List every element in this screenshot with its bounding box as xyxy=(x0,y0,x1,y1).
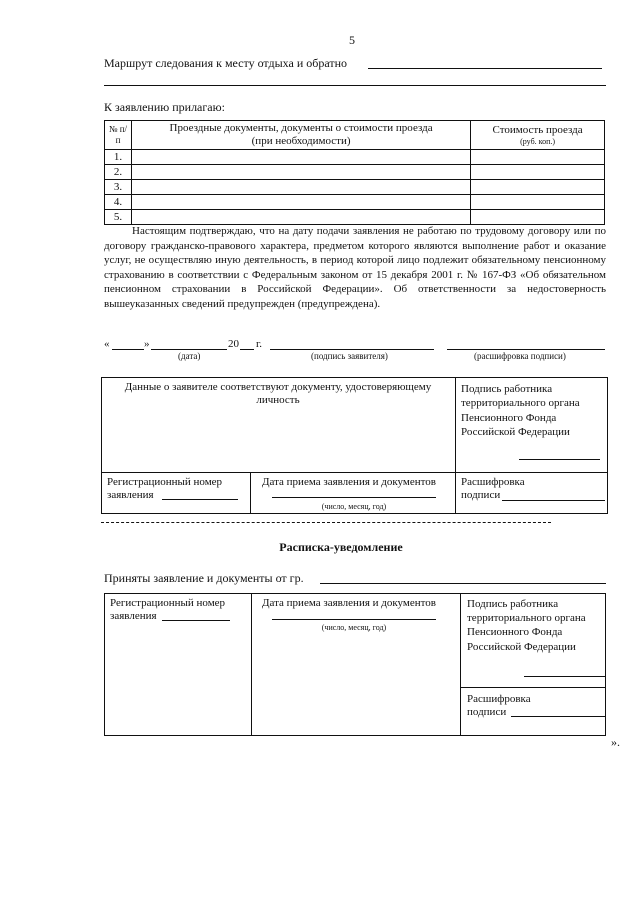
table-row xyxy=(105,195,605,210)
docs-cell[interactable] xyxy=(131,165,470,180)
date-close-quote: » xyxy=(144,338,150,350)
attachments-table xyxy=(104,120,605,225)
column-header-cost xyxy=(471,121,605,150)
receipt-divider-v1 xyxy=(251,593,252,736)
docs-cell[interactable] xyxy=(131,210,470,225)
accepted-from-label: Приняты заявление и документы от гр. xyxy=(104,571,304,585)
table-row xyxy=(105,210,605,225)
decode-label: Расшифровка подписи xyxy=(461,476,525,501)
date-month-field[interactable] xyxy=(151,349,227,350)
receipt-date-label: Дата приема заявления и документов xyxy=(262,597,437,609)
verification-divider-v2 xyxy=(250,472,251,514)
table-row xyxy=(105,180,605,195)
data-match-text: Данные о заявителе соответствуют документу, удостоверяющему личность xyxy=(124,381,432,406)
column-header-docs xyxy=(131,121,470,150)
decode-field[interactable] xyxy=(502,500,605,501)
date-note: (число, месяц, год) xyxy=(321,502,387,511)
column-header-cost-note: (руб. коп.) xyxy=(520,136,556,146)
route-label: Маршрут следования к месту отдыха и обратно xyxy=(104,56,348,70)
docs-cell[interactable] xyxy=(131,150,470,165)
receipt-decode-label: Расшифровка подписи xyxy=(467,693,531,718)
docs-cell[interactable] xyxy=(131,180,470,195)
table-row xyxy=(105,150,605,165)
row-number: 3. xyxy=(105,180,132,195)
receipt-reg-number-field[interactable] xyxy=(162,620,230,621)
receipt-divider-v2 xyxy=(460,593,461,736)
table-row xyxy=(105,165,605,180)
row-number: 2. xyxy=(105,165,132,180)
date-year-field[interactable] xyxy=(240,349,254,350)
docs-cell[interactable] xyxy=(131,195,470,210)
confirmation-text: Настоящим подтверждаю, что на дату подачи заявления не работаю по трудовому договору или по договору гражданско-правового характера, предметом которого являются выполнение работ и оказание услуг, не осуществляю иную деятельность, в период которой лицо подлежит обязательному пенсионному страхованию в соответствии с Федеральным законом от 15 декабря 2001 г. № 167-ФЗ «Об обязательном пенсионном страховании в Российской Федерации». Об ответственности за недостоверность вышеуказанных сведений предупрежден (предупреждена). xyxy=(104,225,606,310)
reg-number-label: Регистрационный номер заявления xyxy=(107,476,223,501)
receipt-date-label: Дата приема заявления и документов xyxy=(262,476,437,488)
year-prefix: 20 xyxy=(228,338,239,350)
pfr-signature-field[interactable] xyxy=(519,459,600,460)
route-field-line[interactable] xyxy=(368,68,602,69)
receipt-divider-h xyxy=(460,687,606,688)
route-field-line-2[interactable] xyxy=(104,85,606,86)
cost-cell[interactable] xyxy=(471,180,605,195)
reg-number-field[interactable] xyxy=(162,499,238,500)
year-suffix: г. xyxy=(256,338,263,350)
signature-decode-field[interactable] xyxy=(447,349,605,350)
date-open-quote: « xyxy=(104,338,110,350)
pfr-sign-text: Подпись работника территориального органа Пенсионного Фонда Российской Федерации xyxy=(461,383,580,438)
page-number: 5 xyxy=(349,33,355,47)
receipt-date-field[interactable] xyxy=(272,497,436,498)
cost-cell[interactable] xyxy=(471,210,605,225)
receipt-title: Расписка-уведомление xyxy=(279,540,403,554)
row-number: 1. xyxy=(105,150,132,165)
accepted-from-field[interactable] xyxy=(320,583,606,584)
column-header-docs-note: (при необходимости) xyxy=(251,135,351,147)
column-header-docs-title: Проездные документы, документы о стоимости проезда xyxy=(169,122,433,134)
column-header-num: № п/п xyxy=(105,121,132,150)
cost-cell[interactable] xyxy=(471,165,605,180)
receipt-pfr-signature-field[interactable] xyxy=(524,676,605,677)
receipt-pfr-sign-text: Подпись работника территориального органа Пенсионного Фонда Российской Федерации xyxy=(467,598,586,653)
receipt-reg-number-label: Регистрационный номер заявления xyxy=(110,597,226,622)
column-header-cost-title: Стоимость проезда xyxy=(492,123,583,136)
cut-line xyxy=(101,522,551,523)
verification-divider-h xyxy=(101,472,455,473)
receipt-decode-field[interactable] xyxy=(511,716,605,717)
decode-caption: (расшифровка подписи) xyxy=(474,351,566,361)
cost-cell[interactable] xyxy=(471,195,605,210)
verification-divider-v xyxy=(455,377,456,514)
receipt-date-field[interactable] xyxy=(272,619,436,620)
signature-caption: (подпись заявителя) xyxy=(311,351,388,361)
attachments-label: К заявлению прилагаю: xyxy=(104,100,225,114)
row-number: 5. xyxy=(105,210,132,225)
date-day-field[interactable] xyxy=(112,349,144,350)
closing-quote-mark: ». xyxy=(611,735,620,749)
date-caption: (дата) xyxy=(178,351,201,361)
receipt-date-note: (число, месяц, год) xyxy=(321,623,387,632)
cost-cell[interactable] xyxy=(471,150,605,165)
applicant-signature-field[interactable] xyxy=(270,349,434,350)
verification-divider-h2 xyxy=(455,472,608,473)
row-number: 4. xyxy=(105,195,132,210)
